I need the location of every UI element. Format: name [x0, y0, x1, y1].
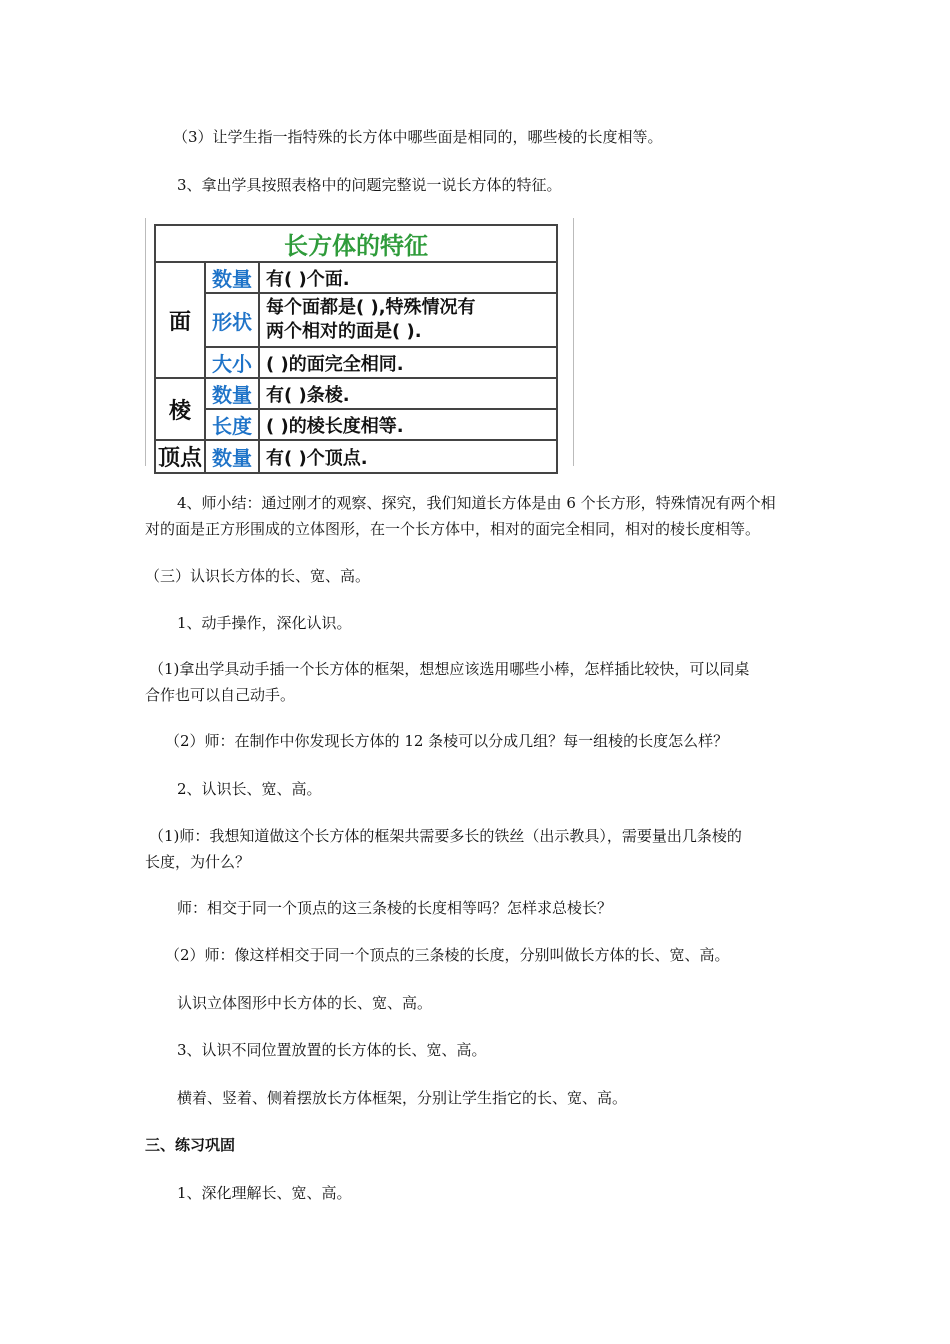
category-face: 面 — [155, 262, 205, 378]
cell-face-count: 有( )个面. — [259, 262, 557, 293]
paragraph-step-2-sub-1-line2: 长度，为什么？ — [145, 853, 251, 871]
section-heading-3: （三）认识长方体的长、宽、高。 — [145, 567, 371, 585]
cell-vertex-count: 有( )个顶点. — [259, 440, 557, 473]
paragraph-step-1-sub-2: （2）师：在制作中你发现长方体的 12 条棱可以分成几组？每一组棱的长度怎么样？ — [165, 732, 729, 750]
paragraph-step-4 — [145, 490, 810, 542]
paragraph-placement: 横着、竖着、侧着摆放长方体框架，分别让学生指它的长、宽、高。 — [177, 1089, 628, 1107]
paragraph-step-1-sub-1-line2: 合作也可以自己动手。 — [145, 686, 296, 704]
paragraph-teacher-question: 师：相交于同一个顶点的这三条棱的长度相等吗？怎样求总棱长？ — [177, 899, 613, 917]
cell-face-shape — [259, 293, 557, 347]
paragraph-step-2-sub-2: （2）师：像这样相交于同一个顶点的三条棱的长度，分别叫做长方体的长、宽、高。 — [165, 946, 730, 964]
paragraph-step-3-sub-3: （3）让学生指一指特殊的长方体中哪些面是相同的，哪些棱的长度相等。 — [173, 128, 663, 146]
paragraph-step-1-sub-1-line1: （1)拿出学具动手插一个长方体的框架，想想应该选用哪些小棒，怎样插比较快，可以同桌 — [149, 660, 750, 678]
cell-face-shape-line2: 两个相对的面是( ). — [266, 321, 422, 342]
paragraph-recognize-dimensions: 认识立体图形中长方体的长、宽、高。 — [177, 994, 433, 1012]
cell-face-shape-line1: 每个面都是( ),特殊情况有 — [266, 297, 476, 318]
paragraph-step-2-sub-1-line1: （1)师：我想知道做这个长方体的框架共需要多长的铁丝（出示教具），需要量出几条棱的 — [149, 827, 742, 845]
sub-size: 大小 — [205, 347, 259, 378]
table-title: 长方体的特征 — [155, 225, 557, 262]
sub-count-vertex: 数量 — [205, 440, 259, 473]
paragraph-step-1: 1、动手操作，深化认识。 — [177, 614, 352, 632]
figure-border-left — [145, 218, 146, 466]
section-heading-practice: 三、练习巩固 — [145, 1136, 236, 1154]
cuboid-feature-table — [154, 224, 558, 474]
cell-edge-length: ( )的棱长度相等. — [259, 409, 557, 440]
paragraph-step-1-sub-1 — [145, 656, 810, 708]
category-edge: 棱 — [155, 378, 205, 440]
sub-length: 长度 — [205, 409, 259, 440]
figure-border-right — [573, 218, 574, 466]
paragraph-step-3: 3、拿出学具按照表格中的问题完整说一说长方体的特征。 — [177, 176, 562, 194]
cell-face-size: ( )的面完全相同. — [259, 347, 557, 378]
paragraph-step-3b: 3、认识不同位置放置的长方体的长、宽、高。 — [177, 1041, 487, 1059]
paragraph-step-4-line1: 4、师小结：通过刚才的观察、探究，我们知道长方体是由 6 个长方形，特殊情况有两个相 — [177, 494, 776, 512]
paragraph-step-2: 2、认识长、宽、高。 — [177, 780, 322, 798]
paragraph-step-2-sub-1 — [145, 823, 810, 875]
feature-table-figure — [145, 218, 575, 471]
paragraph-step-4-line2: 对的面是正方形围成的立体图形，在一个长方体中，相对的面完全相同，相对的棱长度相等。 — [145, 520, 761, 538]
cell-edge-count: 有( )条棱. — [259, 378, 557, 409]
sub-count-face: 数量 — [205, 262, 259, 293]
paragraph-practice-1: 1、深化理解长、宽、高。 — [177, 1184, 352, 1202]
sub-count-edge: 数量 — [205, 378, 259, 409]
category-vertex: 顶点 — [155, 440, 205, 473]
sub-shape: 形状 — [205, 293, 259, 347]
